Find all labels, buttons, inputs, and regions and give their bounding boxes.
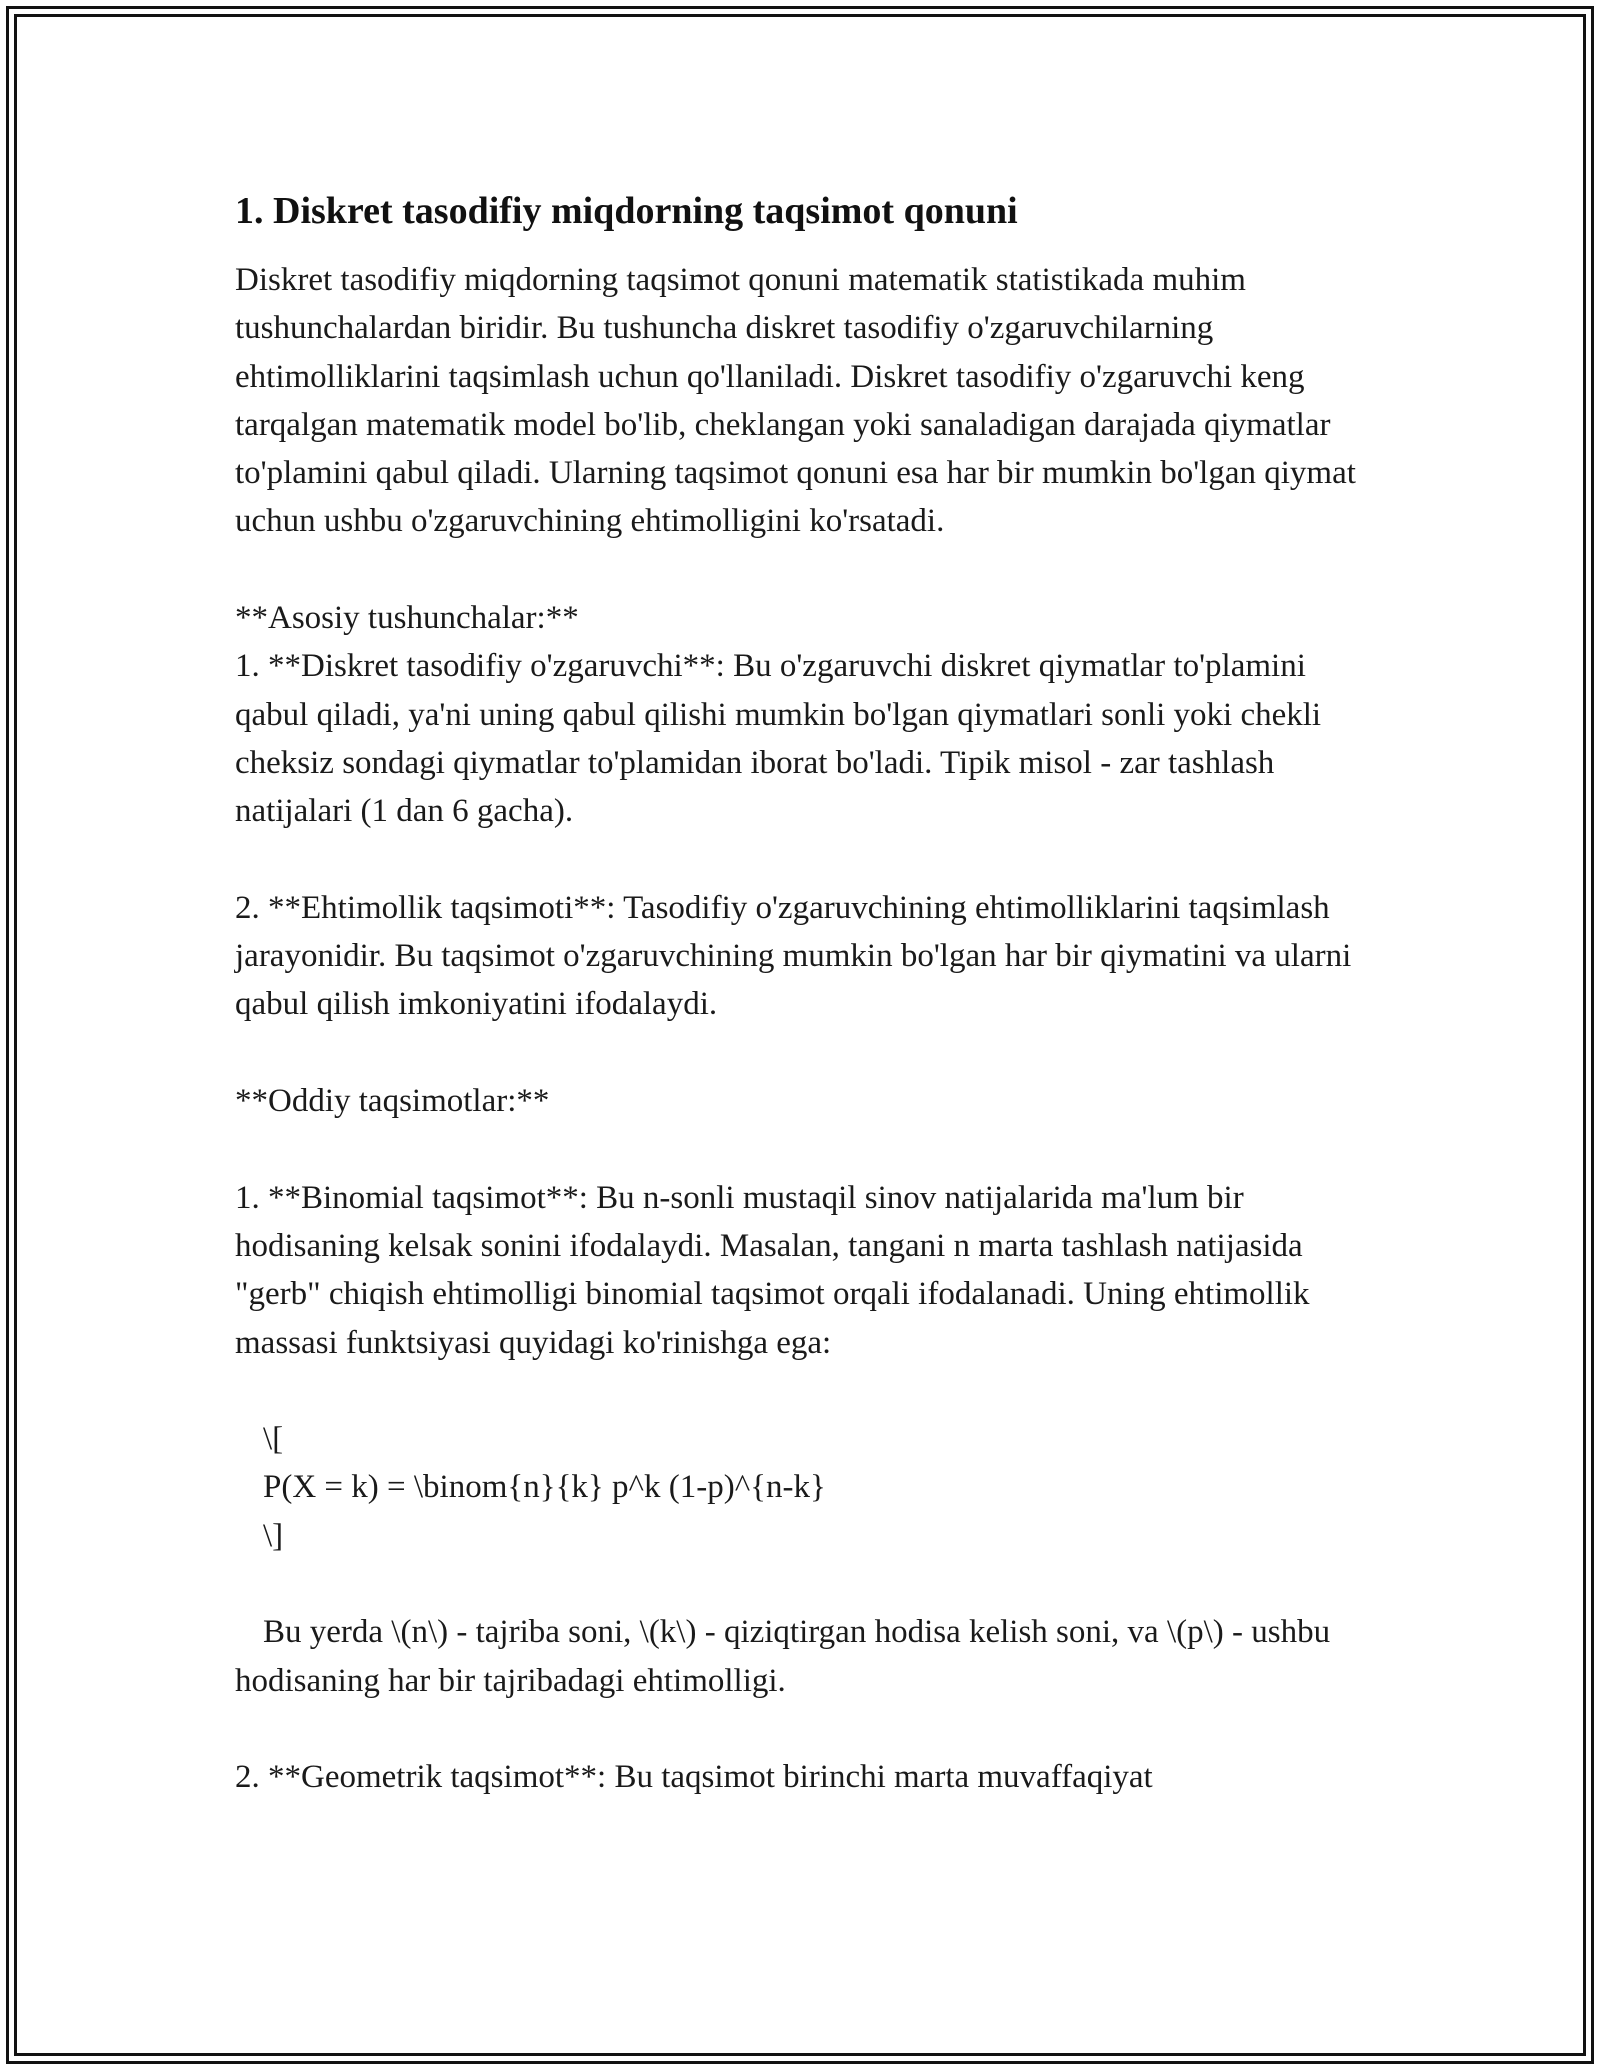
spacer <box>235 1705 1365 1753</box>
binomial-note: Bu yerda \(n\) - tajriba soni, \(k\) - qiziqtirgan hodisa kelish soni, va \(p\) - ushbu hodisaning har bir tajribadagi ehtimolligi. <box>235 1614 1339 1699</box>
intro-paragraph: Diskret tasodifiy miqdorning taqsimot qonuni matematik statistikada muhim tushunchalardan biridir. Bu tushuncha diskret tasodifiy o'zgaruvchilarning ehtimolliklarini taqsimlash uchun qo'llaniladi. Diskret tasodifiy o'zgaruvchi keng tarqalgan matematik model bo'lib, cheklangan yoki sanaladigan darajada qiymatlar to'plamini qabul qiladi. Ularning taqsimot qonuni esa har bir mumkin bo'lgan qiymat uchun ushbu o'zgaruvchining ehtimolligini ko'rsatadi. <box>235 262 1365 540</box>
section-heading: 1. Diskret tasodifiy miqdorning taqsimot qonuni <box>235 190 1018 232</box>
spacer <box>235 1367 1365 1415</box>
formula-body: P(X = k) = \binom{n}{k} p^k (1-p)^{n-k} <box>263 1469 826 1506</box>
document-page <box>235 186 1365 1802</box>
spacer <box>235 1125 1365 1173</box>
basics-item-2: 2. **Ehtimollik taqsimoti**: Tasodifiy o'zgaruvchining ehtimolliklarini taqsimlash jarayonidir. Bu taqsimot o'zgaruvchining mumkin bo'lgan har bir qiymatini va ularni qabul qilish imkoniyatini ifodalaydi. <box>235 889 1360 1023</box>
formula-close: \] <box>263 1517 284 1554</box>
basics-item-1: 1. **Diskret tasodifiy o'zgaruvchi**: Bu o'zgaruvchi diskret qiymatlar to'plamini qabul qiladi, ya'ni uning qabul qilishi mumkin bo'lgan qiymatlari sonli yoki chekli cheksiz sondagi qiymatlar to'plamidan iborat bo'ladi. Tipik misol - zar tashlash natijalari (1 dan 6 gacha). <box>235 648 1330 830</box>
spacer <box>235 1560 1365 1608</box>
spacer <box>235 1029 1365 1077</box>
spacer <box>235 546 1365 594</box>
formula-open: \[ <box>263 1421 284 1458</box>
basics-heading: **Asosiy tushunchalar:** <box>235 600 579 637</box>
simple-distributions-heading: **Oddiy taqsimotlar:** <box>235 1083 550 1120</box>
geometric-item: 2. **Geometrik taqsimot**: Bu taqsimot birinchi marta muvaffaqiyat <box>235 1759 1153 1796</box>
binomial-item: 1. **Binomial taqsimot**: Bu n-sonli mustaqil sinov natijalarida ma'lum bir hodisaning kelsak sonini ifodalaydi. Masalan, tangani n marta tashlash natijasida "gerb" chiqish ehtimolligi binomial taqsimot orqali ifodalanadi. Uning ehtimollik massasi funktsiyasi quyidagi ko'rinishga ega: <box>235 1179 1318 1361</box>
spacer <box>235 836 1365 884</box>
